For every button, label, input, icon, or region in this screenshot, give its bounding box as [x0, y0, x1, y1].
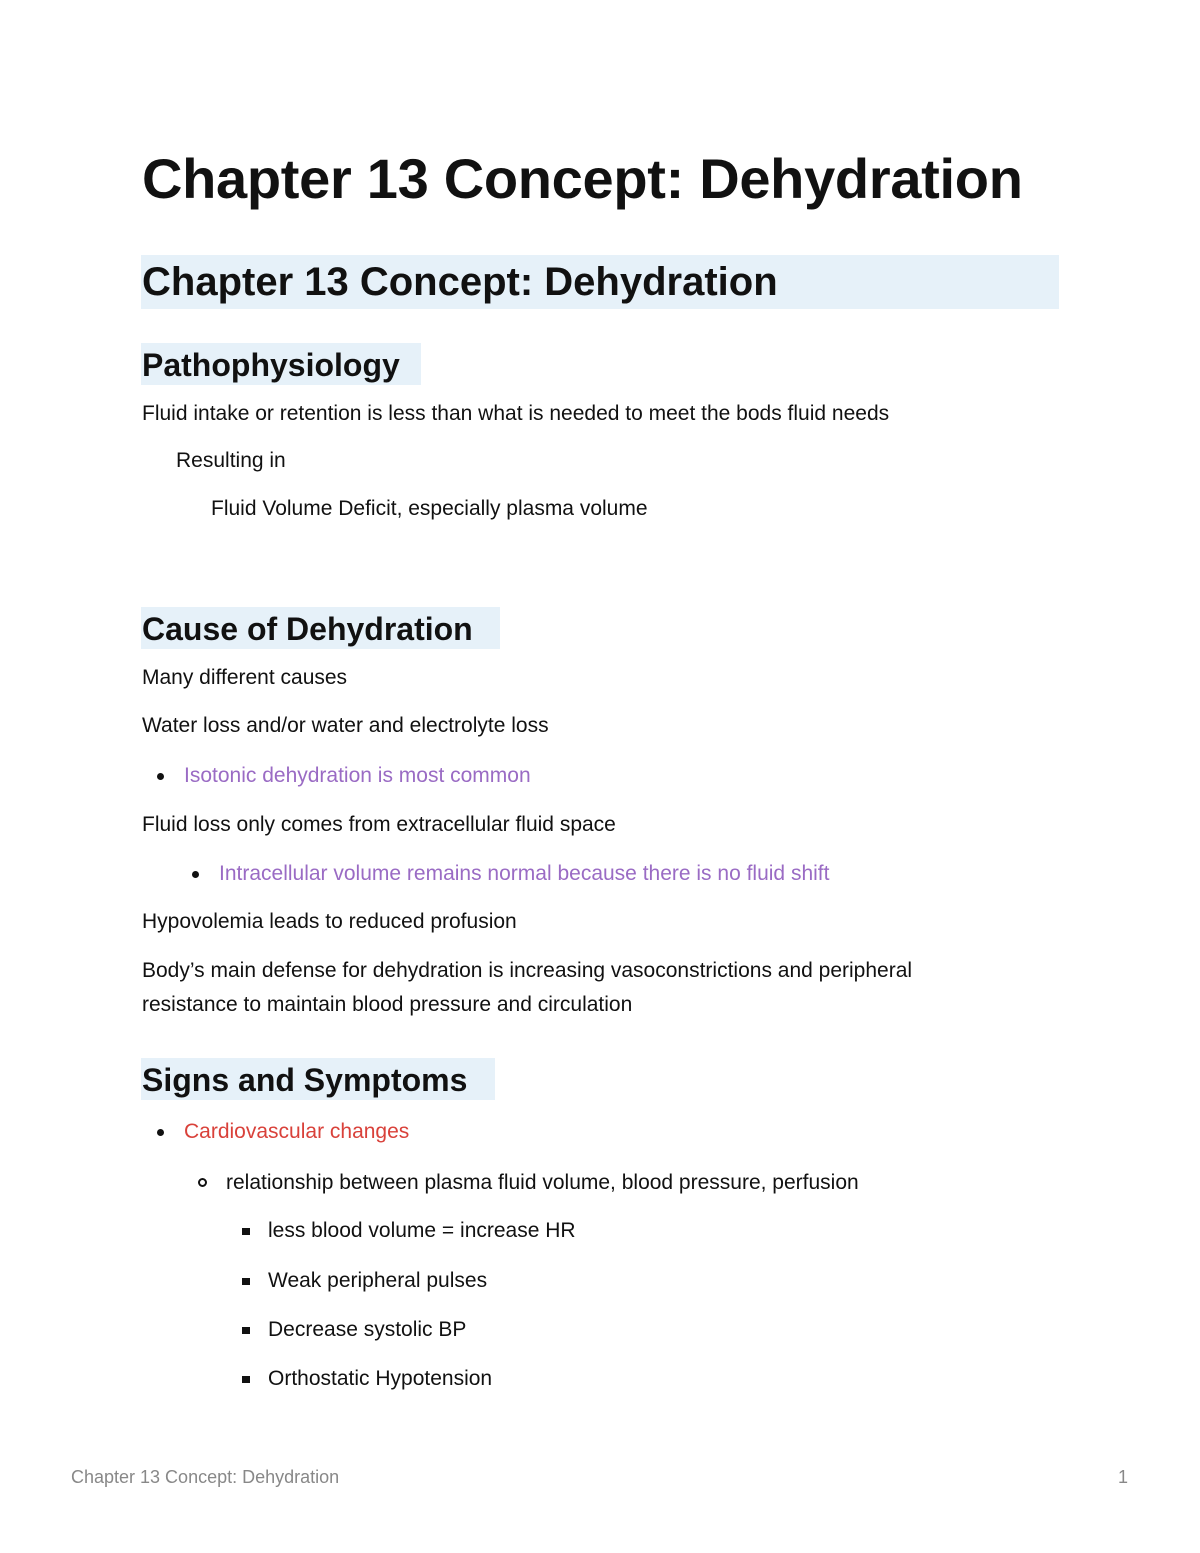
square-bullet-icon: [242, 1278, 250, 1285]
list-item: Weak peripheral pulses: [268, 1269, 488, 1292]
causes-paragraph: Fluid loss only comes from extracellular fluid space: [142, 813, 616, 836]
document-title: Chapter 13 Concept: Dehydration: [142, 147, 1023, 210]
causes-heading: Cause of Dehydration: [142, 611, 473, 647]
section-heading: Chapter 13 Concept: Dehydration: [142, 260, 778, 304]
list-item: Decrease systolic BP: [268, 1318, 467, 1341]
causes-paragraph: Body’s main defense for dehydration is increasing vasoconstrictions and peripheral: [142, 959, 913, 982]
list-item: Orthostatic Hypotension: [268, 1367, 493, 1390]
causes-paragraph: Many different causes: [142, 666, 348, 689]
list-item: Cardiovascular changes: [184, 1120, 410, 1143]
footer-title: Chapter 13 Concept: Dehydration: [71, 1467, 340, 1487]
pathophysiology-text: Fluid intake or retention is less than what is needed to meet the bods fluid needs: [142, 402, 890, 425]
square-bullet-icon: [242, 1228, 250, 1235]
bullet-icon: [157, 773, 164, 780]
bullet-icon: [192, 871, 199, 878]
circle-bullet-icon: [198, 1178, 207, 1187]
bullet-icon: [157, 1129, 164, 1136]
causes-paragraph: Water loss and/or water and electrolyte loss: [142, 714, 549, 737]
list-item: Intracellular volume remains normal because there is no fluid shift: [219, 862, 830, 885]
causes-paragraph: Hypovolemia leads to reduced profusion: [142, 910, 517, 933]
pathophysiology-indent-1: Resulting in: [176, 449, 286, 472]
pathophysiology-indent-2: Fluid Volume Deficit, especially plasma volume: [211, 497, 648, 520]
square-bullet-icon: [242, 1327, 250, 1334]
causes-paragraph-continued: resistance to maintain blood pressure and circulation: [142, 993, 633, 1016]
page-number: 1: [1118, 1467, 1129, 1487]
pathophysiology-heading: Pathophysiology: [142, 347, 400, 383]
square-bullet-icon: [242, 1376, 250, 1383]
list-item: Isotonic dehydration is most common: [184, 764, 531, 787]
list-item: less blood volume = increase HR: [268, 1219, 576, 1242]
list-item: relationship between plasma fluid volume, blood pressure, perfusion: [226, 1171, 859, 1194]
signs-heading: Signs and Symptoms: [142, 1062, 468, 1098]
